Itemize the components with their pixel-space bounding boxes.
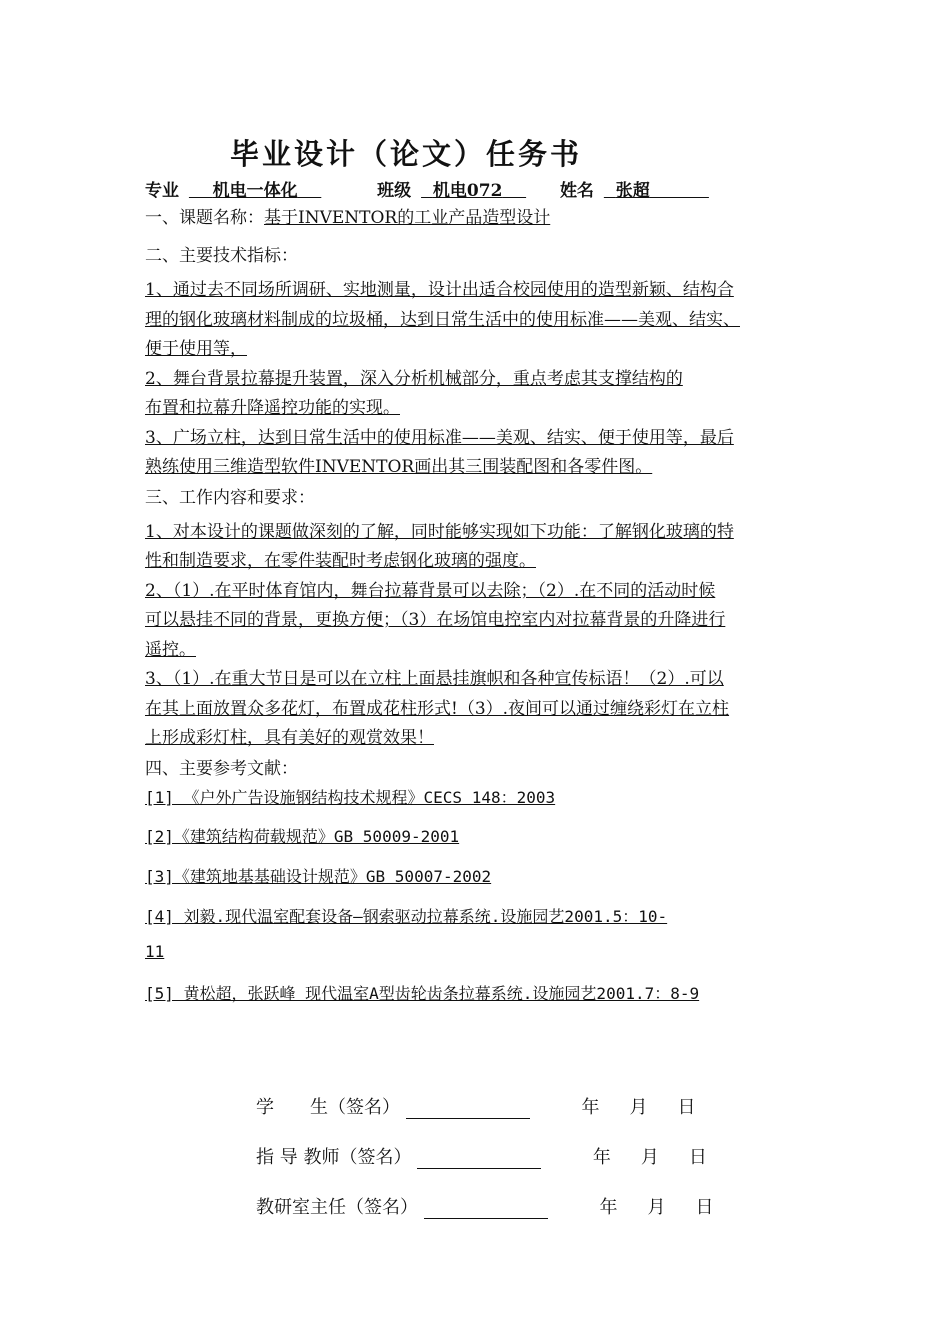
requirement-line: 2、（1）.在平时体育馆内，舞台拉幕背景可以去除；（2）.在不同的活动时候 (145, 581, 716, 601)
requirement-line: 遥控。 (145, 640, 196, 660)
topic-value: 基于INVENTOR的工业产品造型设计 (264, 208, 551, 228)
major-value: 机电一体化 (212, 181, 298, 201)
spec-line: 理的钢化玻璃材料制成的垃圾桶，达到日常生活中的使用标准——美观、结实、 (145, 310, 740, 330)
topic-line (145, 203, 550, 228)
signature-label: 学 生（签名） (256, 1097, 400, 1118)
advisor-signature-row (256, 1143, 737, 1169)
signature-field[interactable] (424, 1198, 548, 1219)
date-field: 年 月 日 (592, 1147, 707, 1168)
signature-label: 教研室主任（签名） (256, 1197, 418, 1218)
spec-line: 布置和拉幕升降遥控功能的实现。 (145, 398, 400, 418)
name-label: 姓名 (559, 181, 594, 201)
document-title: 毕业设计（论文）任务书 (230, 137, 583, 171)
spec-line: 便于使用等， (145, 339, 247, 359)
signature-field[interactable] (406, 1098, 530, 1119)
spec-line: 熟练使用三维造型软件INVENTOR画出其三围装配图和各零件图。 (145, 457, 653, 477)
topic-label: 一、课题名称： (145, 208, 264, 228)
name-value: 张超 (615, 181, 650, 201)
reference-item: [3]《建筑地基基础设计规范》GB 50007-2002 (145, 867, 492, 886)
student-info-row (145, 176, 709, 201)
requirement-line: 性和制造要求，在零件装配时考虑钢化玻璃的强度。 (145, 551, 536, 571)
requirement-line: 可以悬挂不同的背景，更换方便；（3）在场馆电控室内对拉幕背景的升降进行 (145, 610, 726, 630)
reference-item: [4] 刘毅.现代温室配套设备—钢索驱动拉幕系统.设施园艺2001.5：10- (145, 907, 668, 926)
reference-item: [5] 黄松超，张跃峰 现代温室A型齿轮齿条拉幕系统.设施园艺2001.7：8-9 (145, 984, 700, 1003)
requirement-line: 上形成彩灯柱，具有美好的观赏效果！ (145, 728, 434, 748)
signature-label: 指 导 教师（签名） (256, 1147, 412, 1168)
date-field: 年 月 日 (599, 1197, 714, 1218)
spec-line: 2、舞台背景拉幕提升装置，深入分析机械部分，重点考虑其支撑结构的 (145, 369, 683, 389)
date-field: 年 月 日 (581, 1097, 696, 1118)
director-signature-row (256, 1193, 743, 1219)
reference-item: 11 (145, 942, 165, 961)
signature-field[interactable] (417, 1148, 541, 1169)
class-value: 机电072 (432, 181, 503, 201)
major-label: 专业 (145, 181, 179, 201)
requirement-line: 在其上面放置众多花灯，布置成花柱形式!（3）.夜间可以通过缠绕彩灯在立柱 (145, 699, 730, 719)
section-heading: 二、主要技术指标： (145, 246, 298, 266)
requirement-line: 3、（1）.在重大节日是可以在立柱上面悬挂旗帜和各种宣传标语！（2）.可以 (145, 669, 724, 689)
section-heading: 四、主要参考文献： (145, 759, 298, 779)
class-label: 班级 (377, 181, 412, 201)
requirement-line: 1、对本设计的课题做深刻的了解，同时能够实现如下功能：了解钢化玻璃的特 (145, 522, 734, 542)
reference-item: [2]《建筑结构荷载规范》GB 50009-2001 (145, 827, 460, 846)
reference-item: [1] 《户外广告设施钢结构技术规程》CECS 148：2003 (145, 788, 556, 807)
spec-line: 3、广场立柱，达到日常生活中的使用标准——美观、结实、便于使用等，最后 (145, 428, 734, 448)
student-signature-row (256, 1093, 725, 1119)
spec-line: 1、通过去不同场所调研、实地测量，设计出适合校园使用的造型新颖、结构合 (145, 280, 734, 300)
section-heading: 三、工作内容和要求： (145, 488, 315, 508)
